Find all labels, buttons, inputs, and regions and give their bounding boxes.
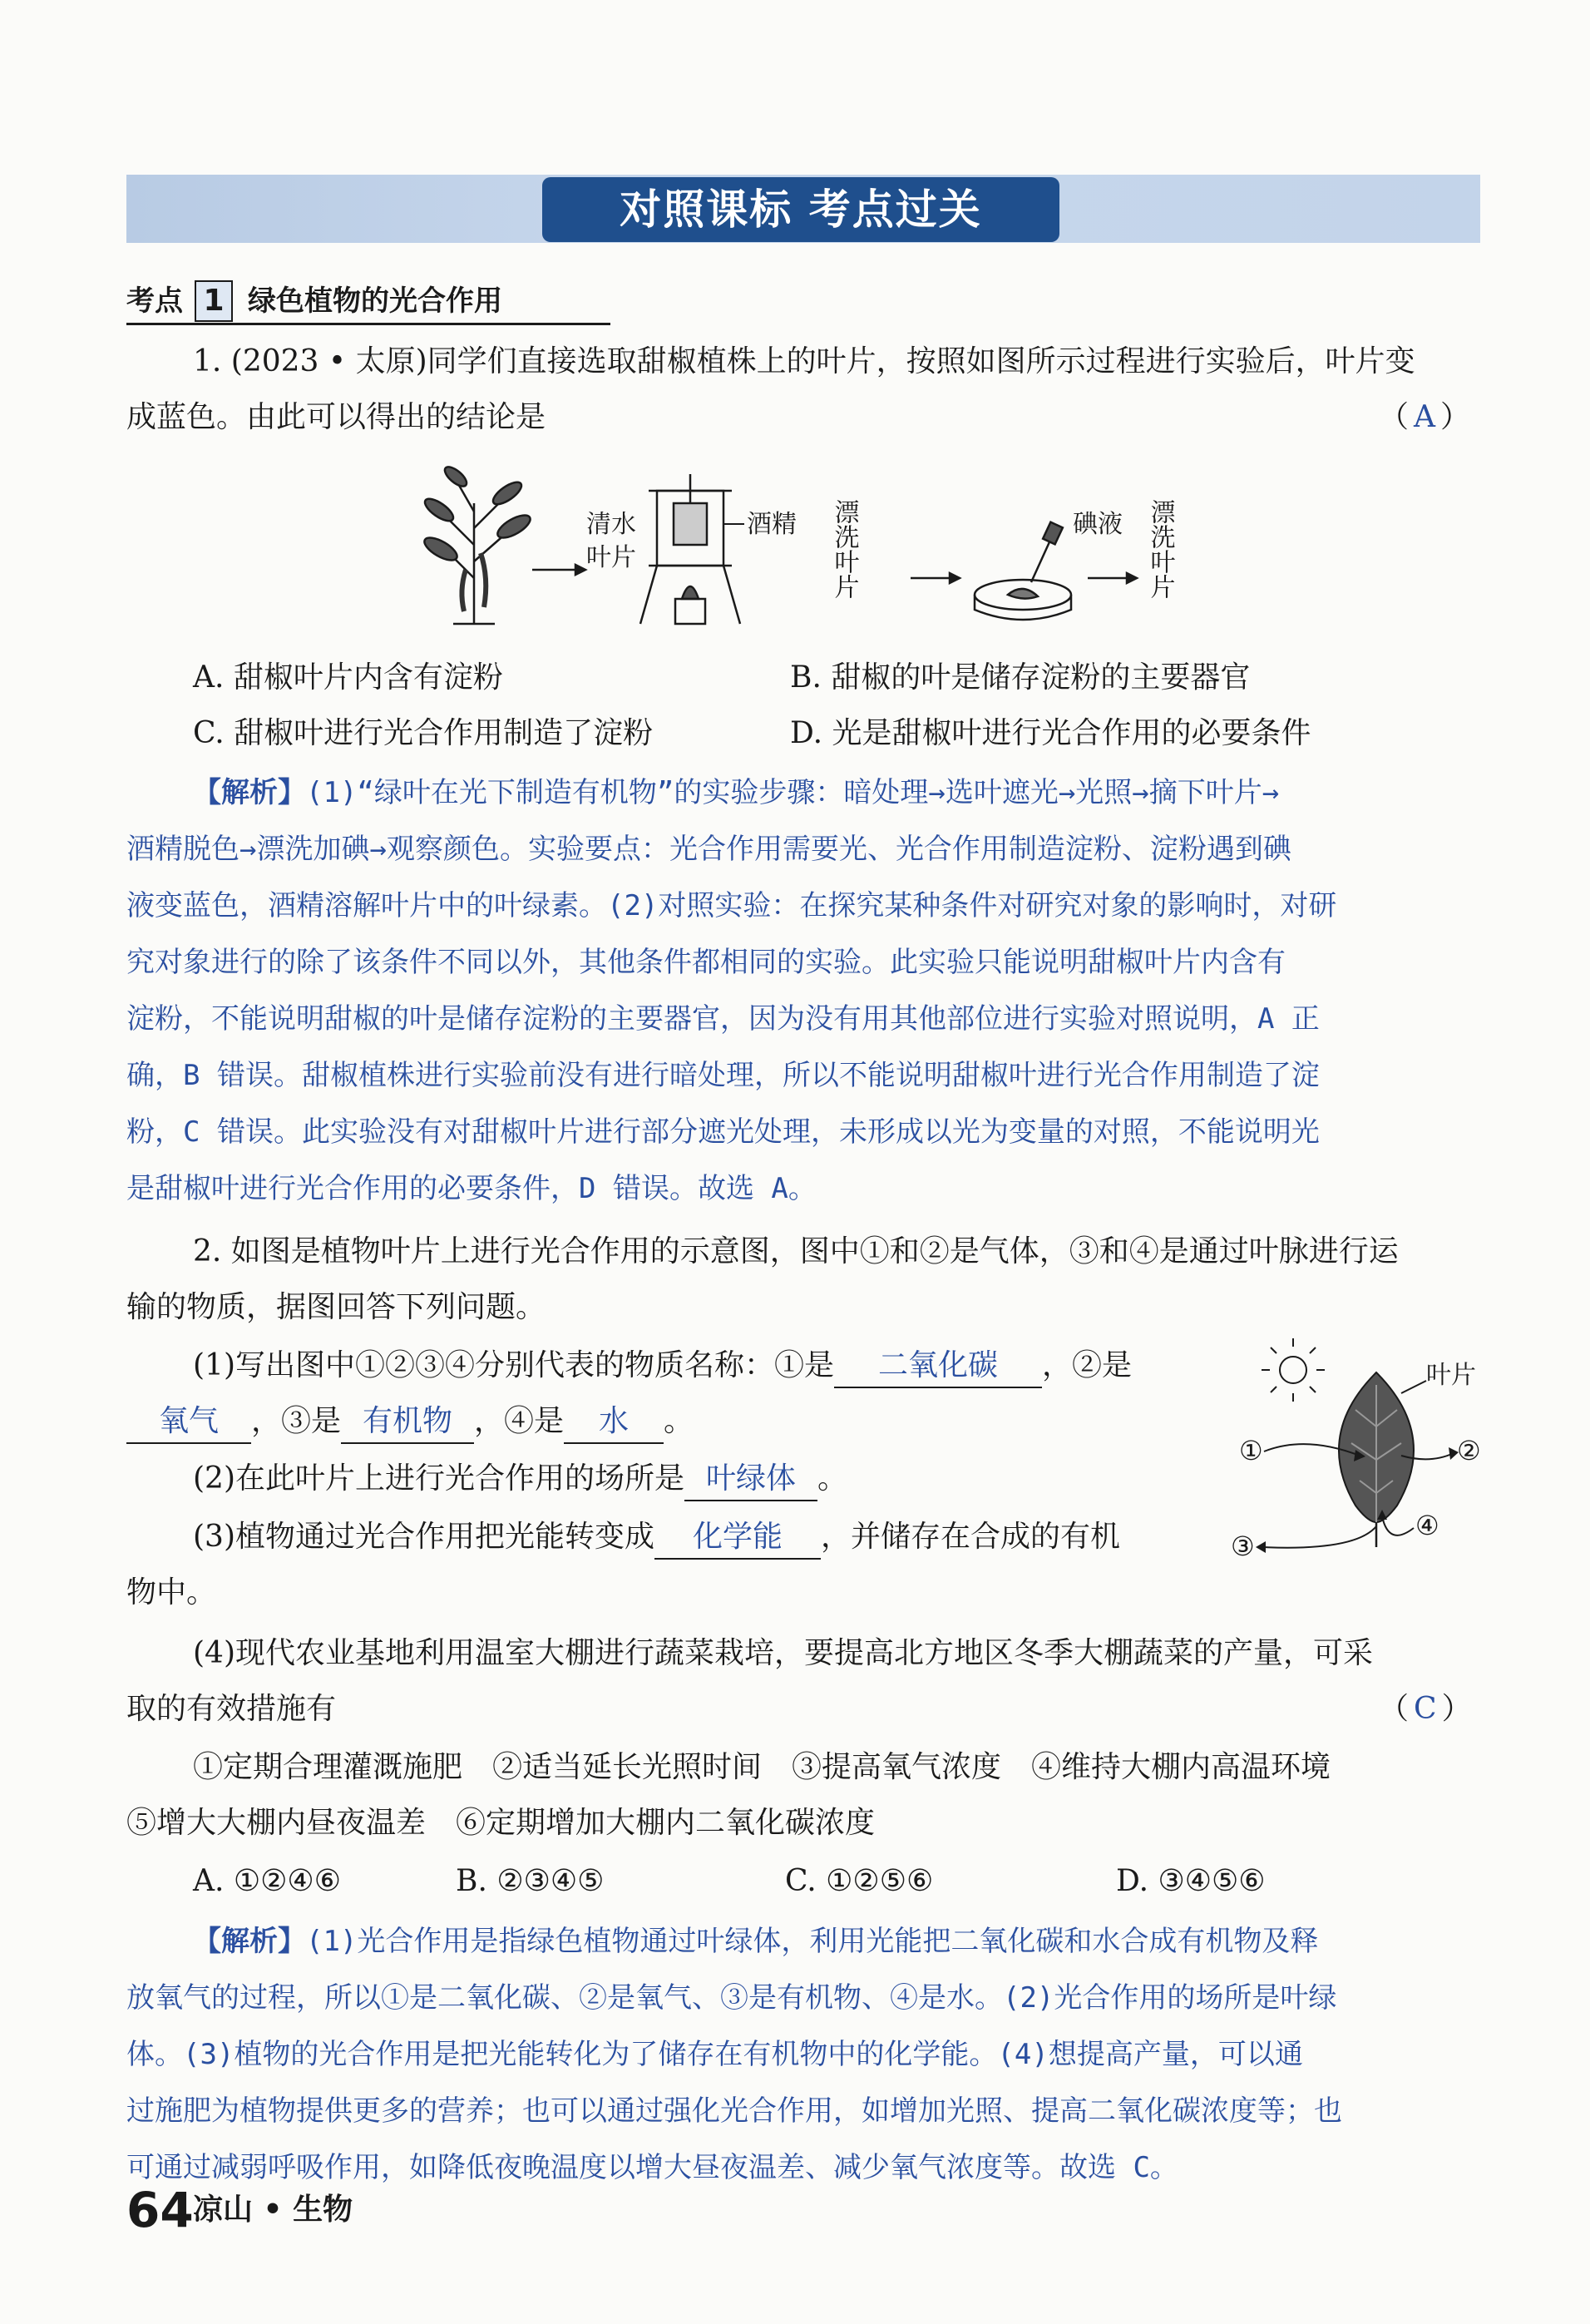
q2-sub4-line1: (4)现代农业基地利用温室大棚进行蔬菜栽培，要提高北方地区冬季大棚蔬菜的产量，可采	[193, 1636, 1373, 1670]
q2-answer-bracket	[1379, 1689, 1480, 1730]
q2-leaf-figure	[1222, 1335, 1489, 1576]
q2-sub3-text-a: (3)植物通过光合作用把光能转变成	[193, 1520, 654, 1554]
label-leaf: 叶片	[586, 543, 636, 572]
kaodian-underline	[126, 323, 610, 325]
q1-analysis-line3: 液变蓝色，酒精溶解叶片中的叶绿素。(2)对照实验：在探究某种条件对研究对象的影响时，对研	[126, 889, 1337, 922]
banner-title: 对照课标 考点过关	[542, 177, 1059, 242]
q2-blank-4[interactable]: 水	[564, 1401, 664, 1444]
q1-analysis-line2: 酒精脱色→漂洗加碘→观察颜色。实验要点：光合作用需要光、光合作用制造淀粉、淀粉遇到碘	[126, 833, 1291, 866]
marker-1: ①	[1239, 1435, 1263, 1466]
q1-analysis-tag: 【解析】	[193, 776, 306, 809]
marker-2: ②	[1457, 1435, 1481, 1466]
kaodian-heading	[126, 279, 502, 323]
q2-sub1-text-c: ，③是	[251, 1404, 342, 1438]
leaf-label: 叶片	[1426, 1361, 1476, 1390]
q1-stem-line1: 1. (2023 • 太原)同学们直接选取甜椒植株上的叶片，按照如图所示过程进行实验后，叶片变	[193, 344, 1415, 378]
pepper-plant-icon	[421, 463, 533, 624]
q2-sub1-line1	[193, 1345, 1132, 1388]
q1-experiment-figure	[416, 453, 1197, 645]
q2-sub1-text-a: (1)写出图中①②③④分别代表的物质名称：①是	[193, 1348, 834, 1382]
kaodian-label: 考点	[126, 284, 183, 318]
q2-analysis-tag: 【解析】	[193, 1925, 306, 1958]
q2-bracket-close: ）	[1441, 1692, 1472, 1726]
q2-blank-1[interactable]: 二氧化碳	[834, 1345, 1042, 1388]
leaf-icon	[1339, 1372, 1414, 1547]
q2-bracket-open: （	[1379, 1692, 1410, 1726]
q2-analysis-line2: 放氧气的过程，所以①是二氧化碳、②是氧气、③是有机物、④是水。(2)光合作用的场所是叶绿	[126, 1981, 1337, 2015]
book-title: 凉山 • 生物	[193, 2193, 353, 2227]
label-rinse2: 漂洗叶片	[1145, 499, 1175, 599]
q2-blank-5[interactable]: 叶绿体	[684, 1458, 817, 1501]
q2-option-d: D. ③④⑤⑥	[1116, 1864, 1266, 1898]
q2-sub1-text-d: ，④是	[474, 1404, 565, 1438]
label-iodine: 碘液	[1073, 510, 1123, 539]
q1-analysis-line8: 是甜椒叶进行光合作用的必要条件，D 错误。故选 A。	[126, 1172, 817, 1205]
q1-answer-bracket	[1379, 397, 1480, 438]
q2-analysis-line1	[193, 1921, 1318, 1961]
q2-option-b: B. ②③④⑤	[456, 1864, 605, 1898]
q2-blank-6[interactable]: 化学能	[654, 1516, 821, 1560]
q2-sub1-text-e: 。	[664, 1404, 694, 1438]
q2-sub1-line2	[126, 1401, 694, 1444]
q1-analysis-line6: 确，B 错误。甜椒植株进行实验前没有进行暗处理，所以不能说明甜椒叶进行光合作用制造了淀	[126, 1059, 1320, 1092]
q1-option-c: C. 甜椒叶进行光合作用制造了淀粉	[193, 716, 654, 750]
q2-option-c: C. ①②⑤⑥	[785, 1864, 934, 1898]
label-rinse1: 漂洗叶片	[829, 499, 859, 599]
q1-bracket-close: ）	[1440, 400, 1471, 434]
q2-option-a: A. ①②④⑥	[193, 1864, 341, 1898]
q2-measures-line2: ⑤增大大棚内昼夜温差 ⑥定期增加大棚内二氧化碳浓度	[126, 1806, 876, 1840]
marker-3: ③	[1231, 1530, 1255, 1562]
q1-option-a: A. 甜椒叶片内含有淀粉	[193, 660, 503, 695]
q1-analysis-text1: (1)“绿叶在光下制造有机物”的实验步骤：暗处理→选叶遮光→光照→摘下叶片→	[306, 776, 1280, 809]
q2-sub1-text-b: ，②是	[1042, 1348, 1133, 1382]
q2-blank-2[interactable]: 氧气	[126, 1401, 251, 1444]
q1-analysis-line5: 淀粉，不能说明甜椒的叶是储存淀粉的主要器官，因为没有用其他部位进行实验对照说明，A 正	[126, 1002, 1320, 1036]
q2-sub2-text-a: (2)在此叶片上进行光合作用的场所是	[193, 1461, 684, 1496]
marker-4: ④	[1415, 1510, 1439, 1541]
sun-icon	[1262, 1338, 1325, 1402]
q2-sub3-text-b: ，并储存在合成的有机	[821, 1520, 1121, 1554]
water-bath-burner-icon	[640, 474, 740, 624]
kaodian-title: 绿色植物的光合作用	[248, 284, 502, 318]
q2-sub2	[193, 1458, 847, 1501]
q2-sub3-line1	[193, 1516, 1120, 1560]
label-water: 清水	[586, 510, 636, 539]
q1-analysis-line7: 粉，C 错误。此实验没有对甜椒叶片进行部分遮光处理，未形成以光为变量的对照，不能说明光	[126, 1115, 1320, 1149]
q2-blank-3[interactable]: 有机物	[341, 1401, 474, 1444]
q2-answer: C	[1414, 1692, 1437, 1726]
q2-analysis-line5: 可通过减弱呼吸作用，如降低夜晚温度以增大昼夜温差、减少氧气浓度等。故选 C。	[126, 2151, 1178, 2184]
q2-stem-line2: 输的物质，据图回答下列问题。	[126, 1290, 546, 1324]
q2-sub4-line2: 取的有效措施有	[126, 1692, 337, 1726]
q2-measures-line1: ①定期合理灌溉施肥 ②适当延长光照时间 ③提高氧气浓度 ④维持大棚内高温环境	[193, 1750, 1331, 1784]
q2-stem-line1: 2. 如图是植物叶片上进行光合作用的示意图，图中①和②是气体，③和④是通过叶脉进行运	[193, 1234, 1399, 1268]
q1-option-d: D. 光是甜椒叶进行光合作用的必要条件	[790, 716, 1311, 750]
page-number: 64	[126, 2182, 194, 2238]
petri-dish-icon	[975, 522, 1071, 620]
q2-sub2-text-b: 。	[817, 1461, 848, 1496]
q1-answer: A	[1414, 400, 1436, 434]
q2-analysis-text1: (1)光合作用是指绿色植物通过叶绿体，利用光能把二氧化碳和水合成有机物及释	[306, 1925, 1319, 1958]
q1-analysis-line1	[193, 773, 1279, 813]
q1-option-b: B. 甜椒的叶是储存淀粉的主要器官	[790, 660, 1251, 695]
label-alcohol: 酒精	[747, 510, 797, 539]
q2-analysis-line3: 体。(3)植物的光合作用是把光能转化为了储存在有机物中的化学能。(4)想提高产量，可以通	[126, 2038, 1303, 2071]
q2-sub3-line2: 物中。	[126, 1575, 217, 1609]
q1-analysis-line4: 究对象进行的除了该条件不同以外，其他条件都相同的实验。此实验只能说明甜椒叶片内含有	[126, 946, 1286, 979]
q1-bracket-open: （	[1379, 400, 1410, 434]
kaodian-number: 1	[195, 280, 233, 322]
q1-stem-line2: 成蓝色。由此可以得出的结论是	[126, 400, 546, 434]
q2-analysis-line4: 过施肥为植物提供更多的营养；也可以通过强化光合作用，如增加光照、提高二氧化碳浓度等；也	[126, 2094, 1342, 2128]
